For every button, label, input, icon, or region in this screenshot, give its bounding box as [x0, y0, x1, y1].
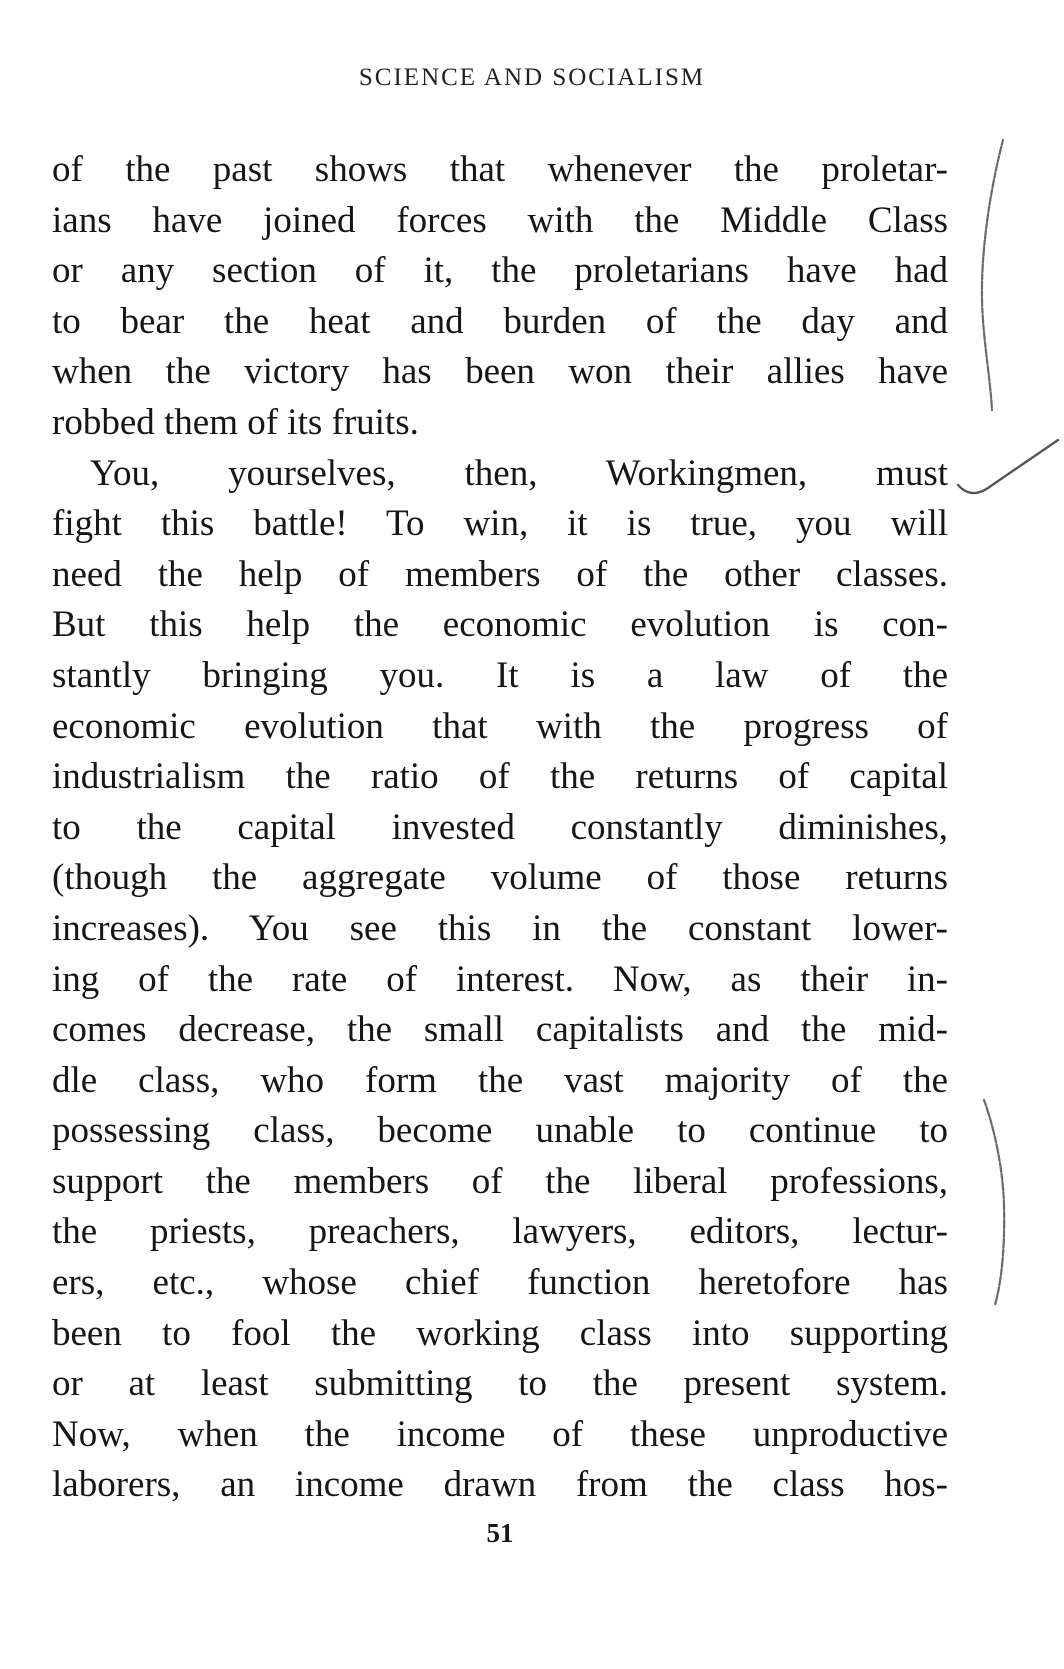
text-line: robbed them of its fruits. [52, 401, 419, 443]
text-line: economic evolution that with the progress of [52, 705, 948, 747]
text-line: But this help the economic evolution is con- [52, 604, 948, 646]
text-line: comes decrease, the small capitalists and the mid- [52, 1009, 948, 1051]
text-line: or any section of it, the proletarians have had [52, 250, 948, 292]
text-line: ians have joined forces with the Middle Class [52, 199, 948, 241]
text-line: possessing class, become unable to continue to [52, 1110, 948, 1152]
text-line: industrialism the ratio of the returns of capital [52, 756, 948, 798]
text-line: dle class, who form the vast majority of the [52, 1059, 948, 1101]
text-line: to bear the heat and burden of the day and [52, 300, 948, 342]
margin-check-mark [958, 440, 1058, 493]
margin-bracket-mark [982, 140, 1003, 410]
text-line: when the victory has been won their allies have [52, 351, 948, 393]
page-number: 51 [486, 1518, 514, 1548]
text-line: fight this battle! To win, it is true, you will [52, 503, 948, 545]
text-line: You, yourselves, then, Workingmen, must [90, 452, 948, 494]
margin-bracket-mark [984, 1100, 1004, 1305]
text-line: ing of the rate of interest. Now, as their in- [52, 958, 948, 1000]
text-line: need the help of members of the other classes. [52, 553, 948, 595]
text-line: the priests, preachers, lawyers, editors, lectur- [52, 1211, 948, 1253]
text-line: ers, etc., whose chief function heretofore has [52, 1262, 948, 1304]
running-head: SCIENCE AND SOCIALISM [358, 64, 706, 91]
text-line: stantly bringing you. It is a law of the [52, 654, 948, 696]
text-line: of the past shows that whenever the proletar- [52, 149, 948, 190]
text-line: support the members of the liberal professions, [52, 1160, 948, 1202]
text-line: laborers, an income drawn from the class hos- [52, 1464, 948, 1506]
text-line: or at least submitting to the present system. [52, 1363, 948, 1405]
text-line: Now, when the income of these unproductive [52, 1413, 948, 1455]
body-text [52, 145, 948, 1511]
text-line: to the capital invested constantly diminishes, [52, 806, 948, 848]
text-line: been to fool the working class into supporting [52, 1312, 948, 1354]
text-line: increases). You see this in the constant lower- [52, 907, 948, 949]
text-line: (though the aggregate volume of those returns [52, 857, 948, 899]
